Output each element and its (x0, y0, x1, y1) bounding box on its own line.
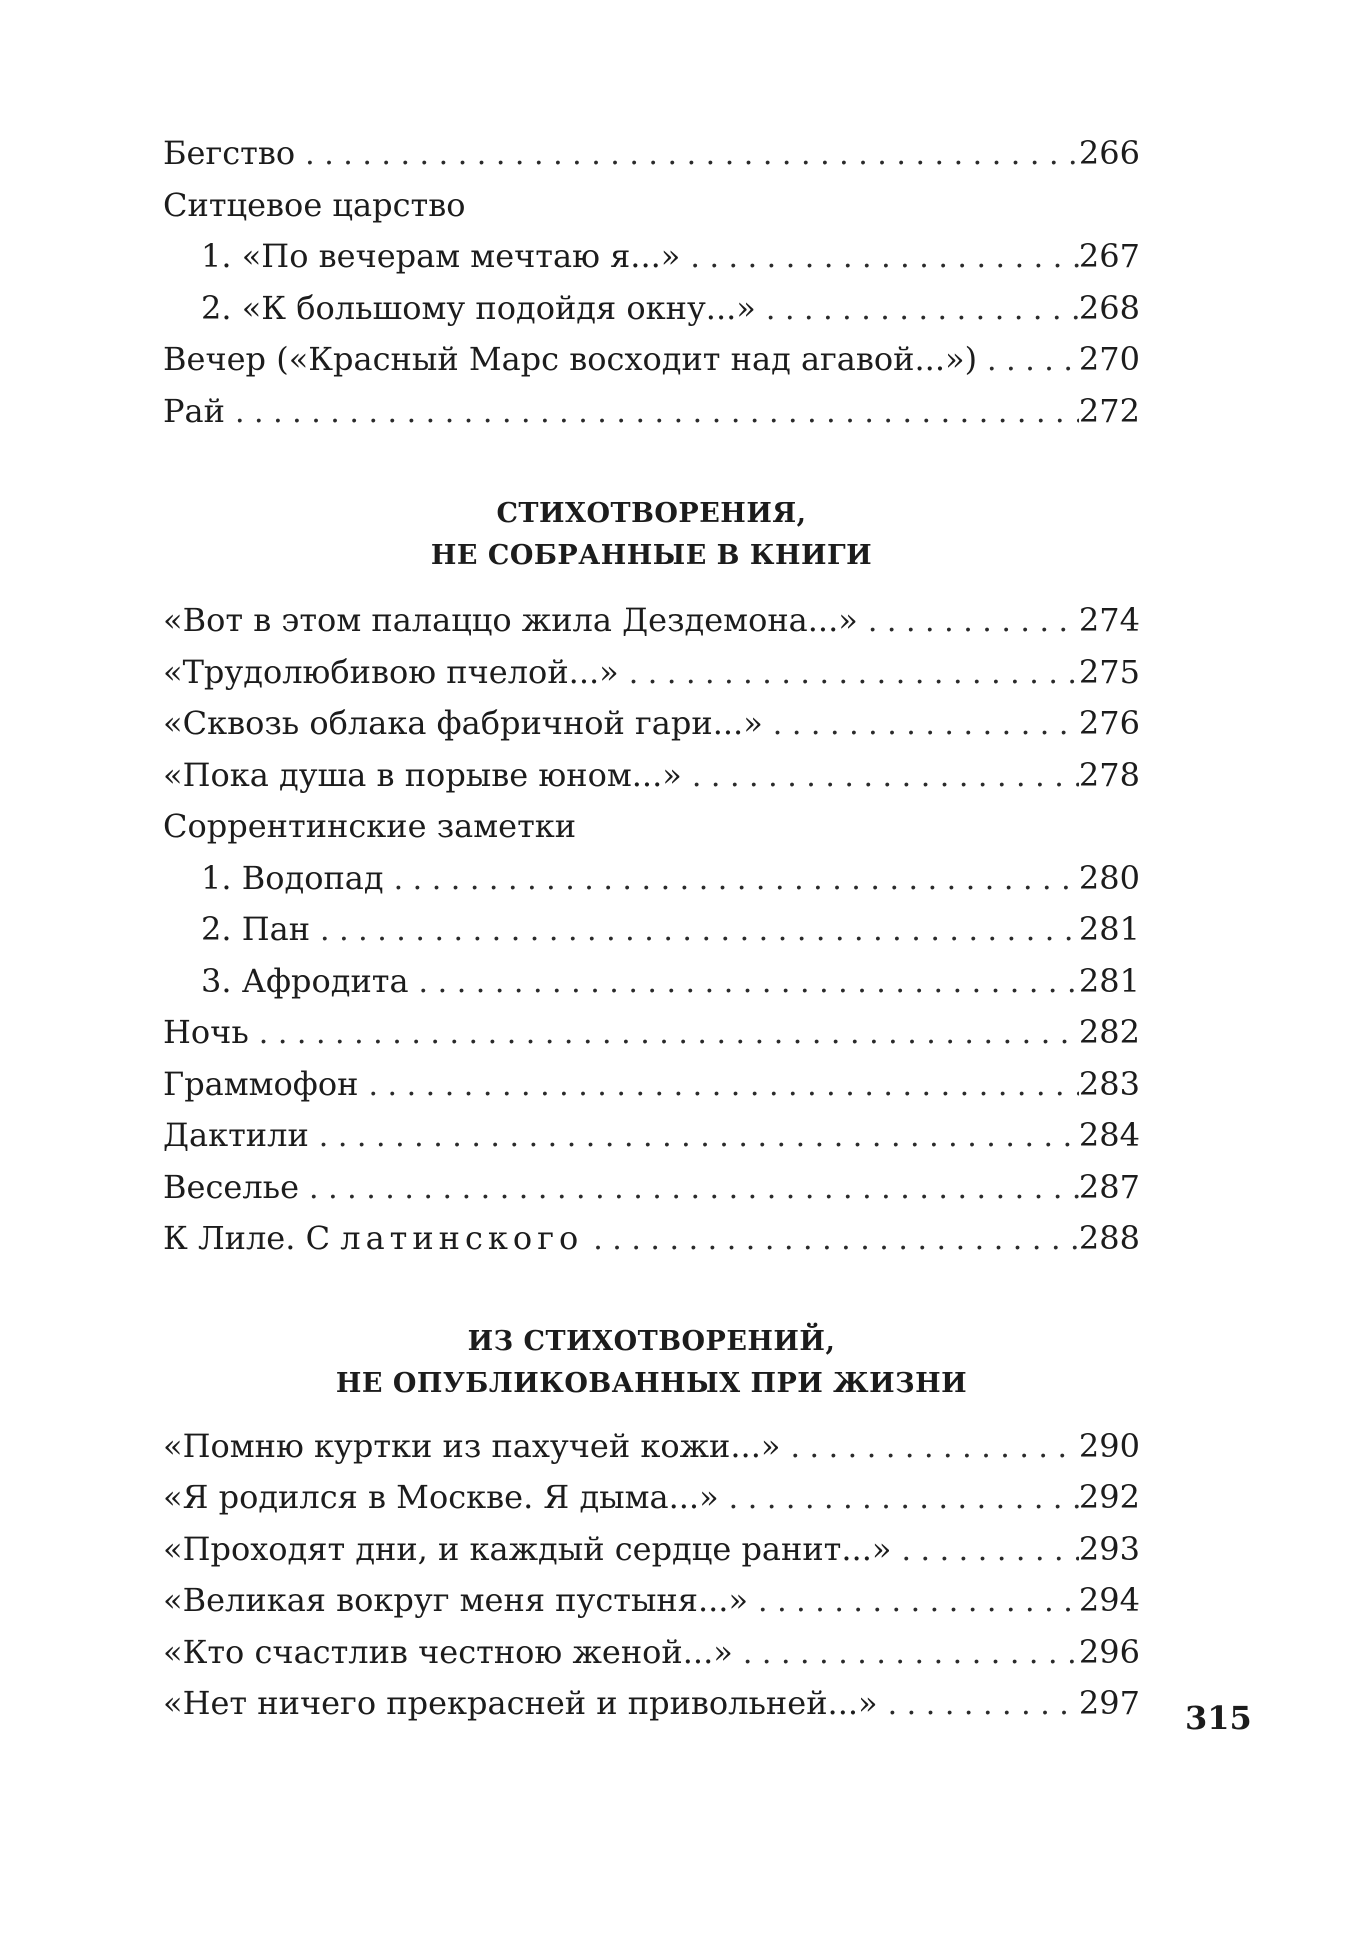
toc-entry[interactable] (163, 595, 1140, 647)
dot-leader (878, 1679, 1079, 1731)
toc-entry-title: Граммофон (163, 1064, 359, 1103)
section-heading-line: СТИХОТВОРЕНИЯ, (496, 498, 807, 529)
toc-entry-page: 284 (1078, 1116, 1140, 1154)
dot-leader (977, 335, 1079, 387)
toc-entry[interactable] (163, 128, 1140, 180)
toc-entry-page: 292 (1078, 1478, 1140, 1516)
toc-entry-title (163, 1213, 583, 1265)
toc-entry[interactable] (163, 386, 1140, 438)
toc-section (163, 128, 1140, 437)
toc-entry[interactable] (163, 1162, 1140, 1214)
toc-entry-page: 268 (1078, 288, 1140, 327)
dot-leader (249, 1008, 1079, 1060)
toc-entry-page: 280 (1078, 858, 1140, 897)
dot-leader (891, 1525, 1078, 1577)
toc-entry-group (163, 801, 1140, 853)
toc-entry-page: 297 (1078, 1684, 1140, 1722)
toc-entry-title: «Великая вокруг меня пустыня...» (163, 1581, 749, 1619)
toc-group-title: Соррентинские заметки (163, 807, 577, 845)
toc-entry[interactable] (163, 956, 1140, 1008)
toc-entry-page: 272 (1078, 391, 1140, 430)
toc-entry-page: 288 (1078, 1219, 1140, 1257)
toc-entry[interactable] (163, 698, 1140, 750)
toc-entry-title: 2. «К большому подойдя окну...» (201, 288, 756, 327)
toc-entry-title-spaced: латинского (340, 1219, 584, 1257)
dot-leader (384, 854, 1079, 906)
toc-entry-title: Веселье (163, 1167, 299, 1206)
toc-entry[interactable] (163, 334, 1140, 386)
toc-entry-title: Рай (163, 391, 225, 430)
toc-entry[interactable] (163, 1678, 1140, 1730)
toc-entry-title: 3. Афродита (201, 961, 409, 1000)
toc-entry-title: «Нет ничего прекрасней и привольней...» (163, 1684, 878, 1722)
toc-entry-page: 274 (1078, 601, 1140, 639)
toc-section (163, 595, 1140, 1265)
dot-leader (756, 284, 1079, 336)
toc-entry-title: «Кто счастлив честною женой...» (163, 1632, 733, 1671)
toc-entry-title: «Вот в этом палаццо жила Дездемона...» (163, 601, 858, 639)
toc-entry-title: Вечер («Красный Марс восходит над агавой...») (163, 340, 978, 378)
toc-entry-page: 287 (1078, 1167, 1140, 1206)
dot-leader (748, 1576, 1079, 1628)
dot-leader (733, 1628, 1079, 1680)
toc-entry[interactable] (163, 1524, 1140, 1576)
toc-entry-title: «Сквозь облака фабричной гари...» (163, 704, 763, 742)
dot-leader (310, 905, 1079, 957)
toc-entry-title: Ночь (163, 1013, 249, 1051)
toc-entry-page: 266 (1078, 134, 1140, 172)
toc-entry[interactable] (163, 1110, 1140, 1162)
dot-leader (682, 751, 1079, 803)
toc-group-title: Ситцевое царство (163, 185, 466, 224)
section-heading-line: НЕ ОПУБЛИКОВАННЫХ ПРИ ЖИЗНИ (335, 1367, 968, 1399)
toc-entry-page: 267 (1078, 237, 1140, 275)
toc-entry[interactable] (163, 750, 1140, 802)
toc-entry[interactable] (163, 853, 1140, 905)
section-heading (163, 493, 1140, 577)
toc-entry[interactable] (163, 647, 1140, 699)
dot-leader (619, 648, 1079, 700)
toc-entry-title: «Помню куртки из пахучей кожи...» (163, 1426, 781, 1465)
toc-entry[interactable] (163, 231, 1140, 283)
toc-entry-title: «Я родился в Москве. Я дыма...» (163, 1478, 719, 1516)
toc-entry-group (163, 180, 1140, 232)
dot-leader (780, 1422, 1078, 1474)
toc-entry-page: 283 (1078, 1064, 1140, 1103)
toc-entry-page: 293 (1078, 1529, 1140, 1568)
dot-leader (409, 957, 1079, 1009)
toc-entry[interactable] (163, 1213, 1140, 1265)
toc-entry-page: 282 (1078, 1013, 1140, 1051)
toc-entry-title-plain: К Лиле. С (163, 1219, 341, 1257)
section-heading-line: НЕ СОБРАННЫЕ В КНИГИ (430, 540, 873, 571)
toc-entry-page: 294 (1078, 1581, 1140, 1619)
toc-entry[interactable] (163, 1627, 1140, 1679)
dot-leader (858, 596, 1079, 648)
toc-entry[interactable] (163, 1575, 1140, 1627)
toc-entry-page: 290 (1078, 1426, 1140, 1465)
toc-entry-page: 270 (1078, 340, 1140, 378)
toc-entry-title: «Трудолюбивою пчелой...» (163, 652, 619, 691)
toc-entry-page: 281 (1078, 961, 1140, 1000)
dot-leader (763, 699, 1079, 751)
toc-entry-title: 1. Водопад (201, 858, 384, 897)
toc-entry-title: 1. «По вечерам мечтаю я...» (201, 237, 681, 275)
toc-entry[interactable] (163, 1059, 1140, 1111)
dot-leader (358, 1060, 1078, 1112)
toc-entry-title: «Проходят дни, и каждый сердце ранит...» (163, 1529, 892, 1568)
toc-entry-page: 276 (1078, 704, 1140, 742)
toc-entry-title: 2. Пан (201, 910, 311, 948)
toc-section (163, 1421, 1140, 1730)
table-of-contents (163, 128, 1140, 1730)
toc-entry[interactable] (163, 904, 1140, 956)
toc-entry[interactable] (163, 1007, 1140, 1059)
toc-entry-title: «Пока душа в порыве юном...» (163, 755, 682, 794)
dot-leader (299, 1163, 1079, 1215)
dot-leader (225, 387, 1079, 439)
dot-leader (309, 1111, 1079, 1163)
dot-leader (719, 1473, 1079, 1525)
dot-leader (295, 129, 1079, 181)
toc-entry-page: 281 (1078, 910, 1140, 948)
section-heading (163, 1321, 1140, 1405)
toc-entry-page: 278 (1078, 755, 1140, 794)
toc-entry[interactable] (163, 1421, 1140, 1473)
dot-leader (583, 1214, 1079, 1266)
toc-entry-page: 296 (1078, 1632, 1140, 1671)
section-heading-line: ИЗ СТИХОТВОРЕНИЙ, (467, 1325, 836, 1357)
toc-entry-title: Бегство (163, 134, 296, 172)
toc-entry-page: 275 (1078, 652, 1140, 691)
toc-entry-title: Дактили (163, 1116, 309, 1154)
dot-leader (680, 232, 1079, 284)
page-number: 315 (1185, 1699, 1252, 1737)
toc-entry[interactable] (163, 1472, 1140, 1524)
toc-entry[interactable] (163, 283, 1140, 335)
